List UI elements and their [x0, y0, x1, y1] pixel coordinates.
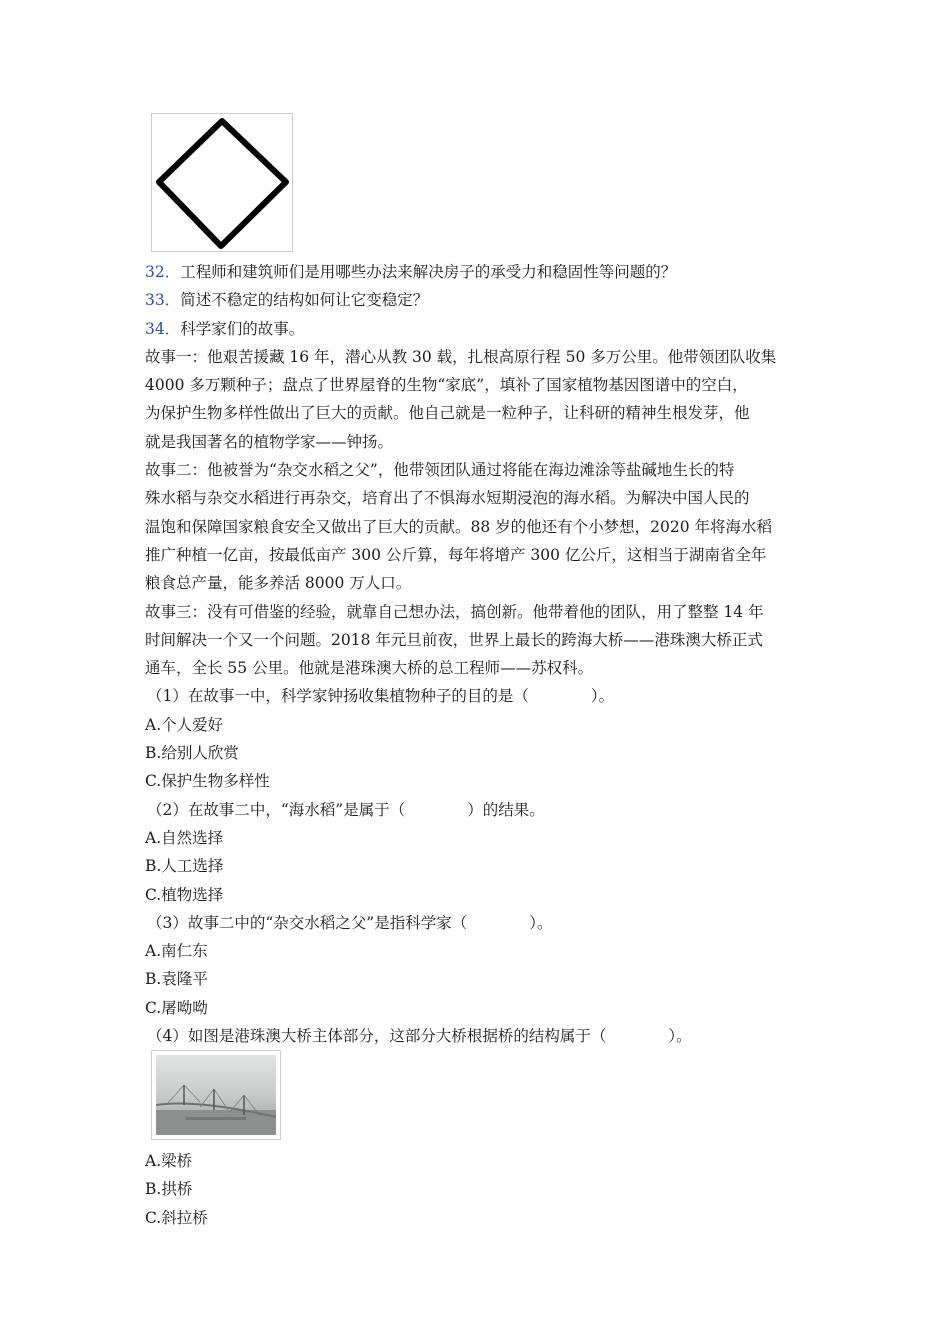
option-4c: C.斜拉桥: [145, 1208, 208, 1227]
question-number: 33．: [145, 291, 181, 310]
bridge-photo: [151, 1050, 281, 1140]
option-4a: A.梁桥: [145, 1152, 193, 1170]
option-3a: A.南仁东: [145, 942, 208, 961]
sub-question-1: （1）在故事一中，科学家钟扬收集植物种子的目的是（ ）。: [147, 687, 615, 706]
question-33: [145, 286, 820, 314]
story-1-line: 故事一：他艰苦援藏 16 年，潜心从教 30 载，扎根高原行程 50 多万公里。他带领团队收集: [145, 347, 777, 366]
option-1b: B.给别人欣赏: [145, 744, 239, 763]
story-1-line: 为保护生物多样性做出了巨大的贡献。他自己就是一粒种子，让科研的精神生根发芽，他: [145, 404, 750, 423]
option-3b: B.袁隆平: [145, 970, 208, 989]
option-1a: A.个人爱好: [145, 715, 224, 734]
sub-question-4: （4）如图是港珠澳大桥主体部分，这部分大桥根据桥的结构属于（ ）。: [147, 1027, 692, 1046]
story-2-line: 温饱和保障国家粮食安全又做出了巨大的贡献。88 岁的他还有个小梦想，2020 年将海水稻: [145, 517, 773, 536]
question-34: [145, 315, 820, 343]
option-4b: B.拱桥: [145, 1180, 193, 1199]
question-text: 简述不稳定的结构如何让它变稳定？: [180, 291, 429, 310]
bridge-photo-image: [156, 1055, 276, 1135]
question-number: 32．: [145, 263, 181, 281]
story-2-line: 推广种植一亿亩，按最低亩产 300 公斤算，每年将增产 300 亿公斤，这相当于湖南省全年: [145, 545, 767, 564]
question-text: 工程师和建筑师们是用哪些办法来解决房子的承受力和稳固性等问题的？: [180, 263, 677, 281]
story-1-line: 就是我国著名的植物学家——钟扬。: [145, 432, 394, 451]
question-text: 科学家们的故事。: [180, 319, 305, 338]
sub-question-3: （3）故事二中的“杂交水稻之父”是指科学家（ ）。: [147, 913, 553, 932]
question-32: [145, 258, 820, 286]
option-3c: C.屠呦呦: [145, 998, 208, 1017]
question-block: [145, 258, 820, 1050]
option-2b: B.人工选择: [145, 857, 224, 876]
option-2c: C.植物选择: [145, 885, 224, 904]
sub-question-4-options: [145, 1147, 820, 1232]
story-3-line: 时间解决一个又一个问题。2018 年元旦前夜，世界上最长的跨海大桥——港珠澳大桥正式: [145, 630, 763, 649]
diamond-shape-figure: [151, 113, 293, 252]
option-1c: C.保护生物多样性: [145, 772, 270, 791]
diamond-shape-drawing: [152, 114, 292, 251]
story-1-line: 4000 多万颗种子；盘点了世界屋脊的生物“家底”，填补了国家植物基因图谱中的空白，: [145, 376, 748, 395]
option-2a: A.自然选择: [145, 828, 224, 847]
story-3-line: 故事三：没有可借鉴的经验，就靠自己想办法，搞创新。他带着他的团队，用了整整 14 年: [145, 602, 764, 621]
story-2-line: 故事二：他被誉为“杂交水稻之父”，他带领团队通过将能在海边滩涂等盐碱地生长的特: [145, 461, 735, 480]
question-number: 34．: [145, 319, 181, 338]
story-2-line: 粮食总产量，能多养活 8000 万人口。: [145, 574, 412, 593]
story-2-line: 殊水稻与杂交水稻进行再杂交，培育出了不惧海水短期浸泡的海水稻。为解决中国人民的: [145, 489, 750, 508]
story-3-line: 通车，全长 55 公里。他就是港珠澳大桥的总工程师——苏权科。: [145, 659, 594, 678]
sub-question-2: （2）在故事二中，“海水稻”是属于（ ）的结果。: [147, 800, 545, 819]
